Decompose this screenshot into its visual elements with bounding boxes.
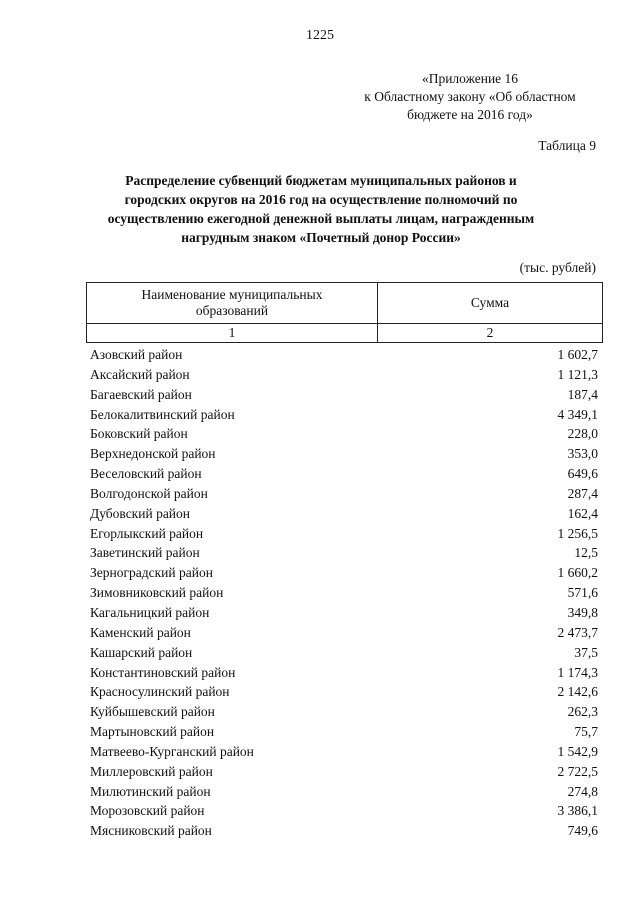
district-amount: 262,3 — [567, 704, 598, 720]
district-name: Зерноградский район — [90, 565, 213, 581]
district-name: Азовский район — [90, 347, 183, 362]
district-name: Дубовский район — [90, 505, 191, 521]
table-row — [90, 682, 598, 702]
district-amount: 571,6 — [567, 585, 598, 601]
table-row — [90, 504, 598, 524]
district-amount: 228,0 — [567, 426, 598, 442]
district-amount: 4 349,1 — [557, 406, 598, 422]
page-number: 1225 — [306, 28, 334, 43]
district-amount: 12,5 — [574, 545, 598, 561]
district-amount: 2 722,5 — [557, 763, 598, 779]
district-amount: 1 256,5 — [557, 525, 598, 541]
table-row — [90, 821, 598, 841]
district-name: Егорлыкский район — [90, 525, 204, 541]
district-name: Морозовский район — [90, 803, 205, 819]
district-name: Каменский район — [90, 624, 191, 640]
district-name: Волгодонской район — [90, 485, 208, 501]
appendix-line-3: бюджете на 2016 год» — [407, 107, 533, 122]
district-name: Константиновский район — [90, 664, 236, 680]
table-row — [90, 702, 598, 722]
title-line-1: Распределение субвенций бюджетам муниципальных районов и — [125, 173, 517, 188]
table-row — [90, 405, 598, 425]
district-name: Верхнедонской район — [90, 446, 216, 462]
district-name: Мясниковский район — [90, 823, 212, 839]
table-row — [90, 543, 598, 563]
header-name-cell — [87, 283, 378, 324]
table-row — [90, 762, 598, 782]
table-row — [90, 484, 598, 504]
units-label: (тыс. рублей) — [519, 260, 596, 275]
table-row — [90, 722, 598, 742]
table-row — [90, 782, 598, 802]
district-name: Зимовниковский район — [90, 585, 224, 601]
table-body — [90, 345, 598, 841]
table-row — [90, 603, 598, 623]
district-amount: 349,8 — [567, 604, 598, 620]
district-amount: 162,4 — [567, 505, 598, 521]
district-name: Мартыновский район — [90, 724, 215, 740]
title-line-4: нагрудным знаком «Почетный донор России» — [181, 230, 461, 245]
district-amount: 649,6 — [567, 466, 598, 482]
district-amount: 749,6 — [567, 823, 598, 839]
district-name: Кагальницкий район — [90, 604, 210, 620]
district-name: Миллеровский район — [90, 763, 213, 779]
title-line-3: осуществлению ежегодной денежной выплаты лицам, награжденным — [107, 211, 535, 226]
table-row — [90, 464, 598, 484]
district-name: Милютинский район — [90, 783, 211, 799]
title-line-2: городских округов на 2016 год на осуществление полномочий по — [124, 192, 518, 207]
table-row — [90, 623, 598, 643]
district-name: Боковский район — [90, 426, 188, 442]
table-row — [90, 444, 598, 464]
document-title — [88, 171, 554, 247]
header-sum-cell: Сумма — [378, 283, 603, 324]
appendix-line-2: к Областному закону «Об областном — [364, 89, 576, 104]
table-row — [90, 643, 598, 663]
district-amount: 187,4 — [567, 386, 598, 402]
district-amount: 1 174,3 — [557, 664, 598, 680]
table-row — [90, 663, 598, 683]
column-number-2: 2 — [378, 324, 603, 343]
table-row — [90, 424, 598, 444]
table-header — [86, 282, 603, 343]
district-amount: 353,0 — [567, 446, 598, 462]
column-number-1: 1 — [87, 324, 378, 343]
district-amount: 75,7 — [574, 724, 598, 740]
appendix-line-1: «Приложение 16 — [421, 71, 519, 86]
district-name: Веселовский район — [90, 466, 202, 482]
district-name: Кашарский район — [90, 644, 193, 660]
district-name: Куйбышевский район — [90, 704, 215, 720]
table-row — [90, 583, 598, 603]
district-amount: 2 473,7 — [557, 624, 598, 640]
district-amount: 1 121,3 — [557, 366, 598, 382]
table-row — [90, 563, 598, 583]
table-row — [90, 345, 598, 365]
district-amount: 3 386,1 — [557, 803, 598, 819]
district-amount: 274,8 — [567, 783, 598, 799]
district-amount: 2 142,6 — [557, 684, 598, 700]
table-label: Таблица 9 — [538, 138, 596, 153]
district-name: Заветинский район — [90, 545, 200, 561]
table-row — [90, 524, 598, 544]
header-name-line-2: образований — [195, 303, 269, 318]
district-name: Багаевский район — [90, 386, 192, 402]
district-name: Матвеево-Курганский район — [90, 743, 254, 759]
district-amount: 287,4 — [567, 485, 598, 501]
district-amount: 37,5 — [574, 644, 598, 660]
district-amount: 1 602,7 — [557, 347, 598, 362]
district-name: Белокалитвинский район — [90, 406, 235, 422]
header-name-line-1: Наименование муниципальных — [141, 287, 323, 302]
district-amount: 1 542,9 — [557, 743, 598, 759]
district-amount: 1 660,2 — [557, 565, 598, 581]
table-row — [90, 385, 598, 405]
appendix-note — [300, 70, 640, 124]
table-row — [90, 742, 598, 762]
district-name: Красносулинский район — [90, 684, 230, 700]
district-name: Аксайский район — [90, 366, 190, 382]
table-row — [90, 365, 598, 385]
table-row — [90, 801, 598, 821]
